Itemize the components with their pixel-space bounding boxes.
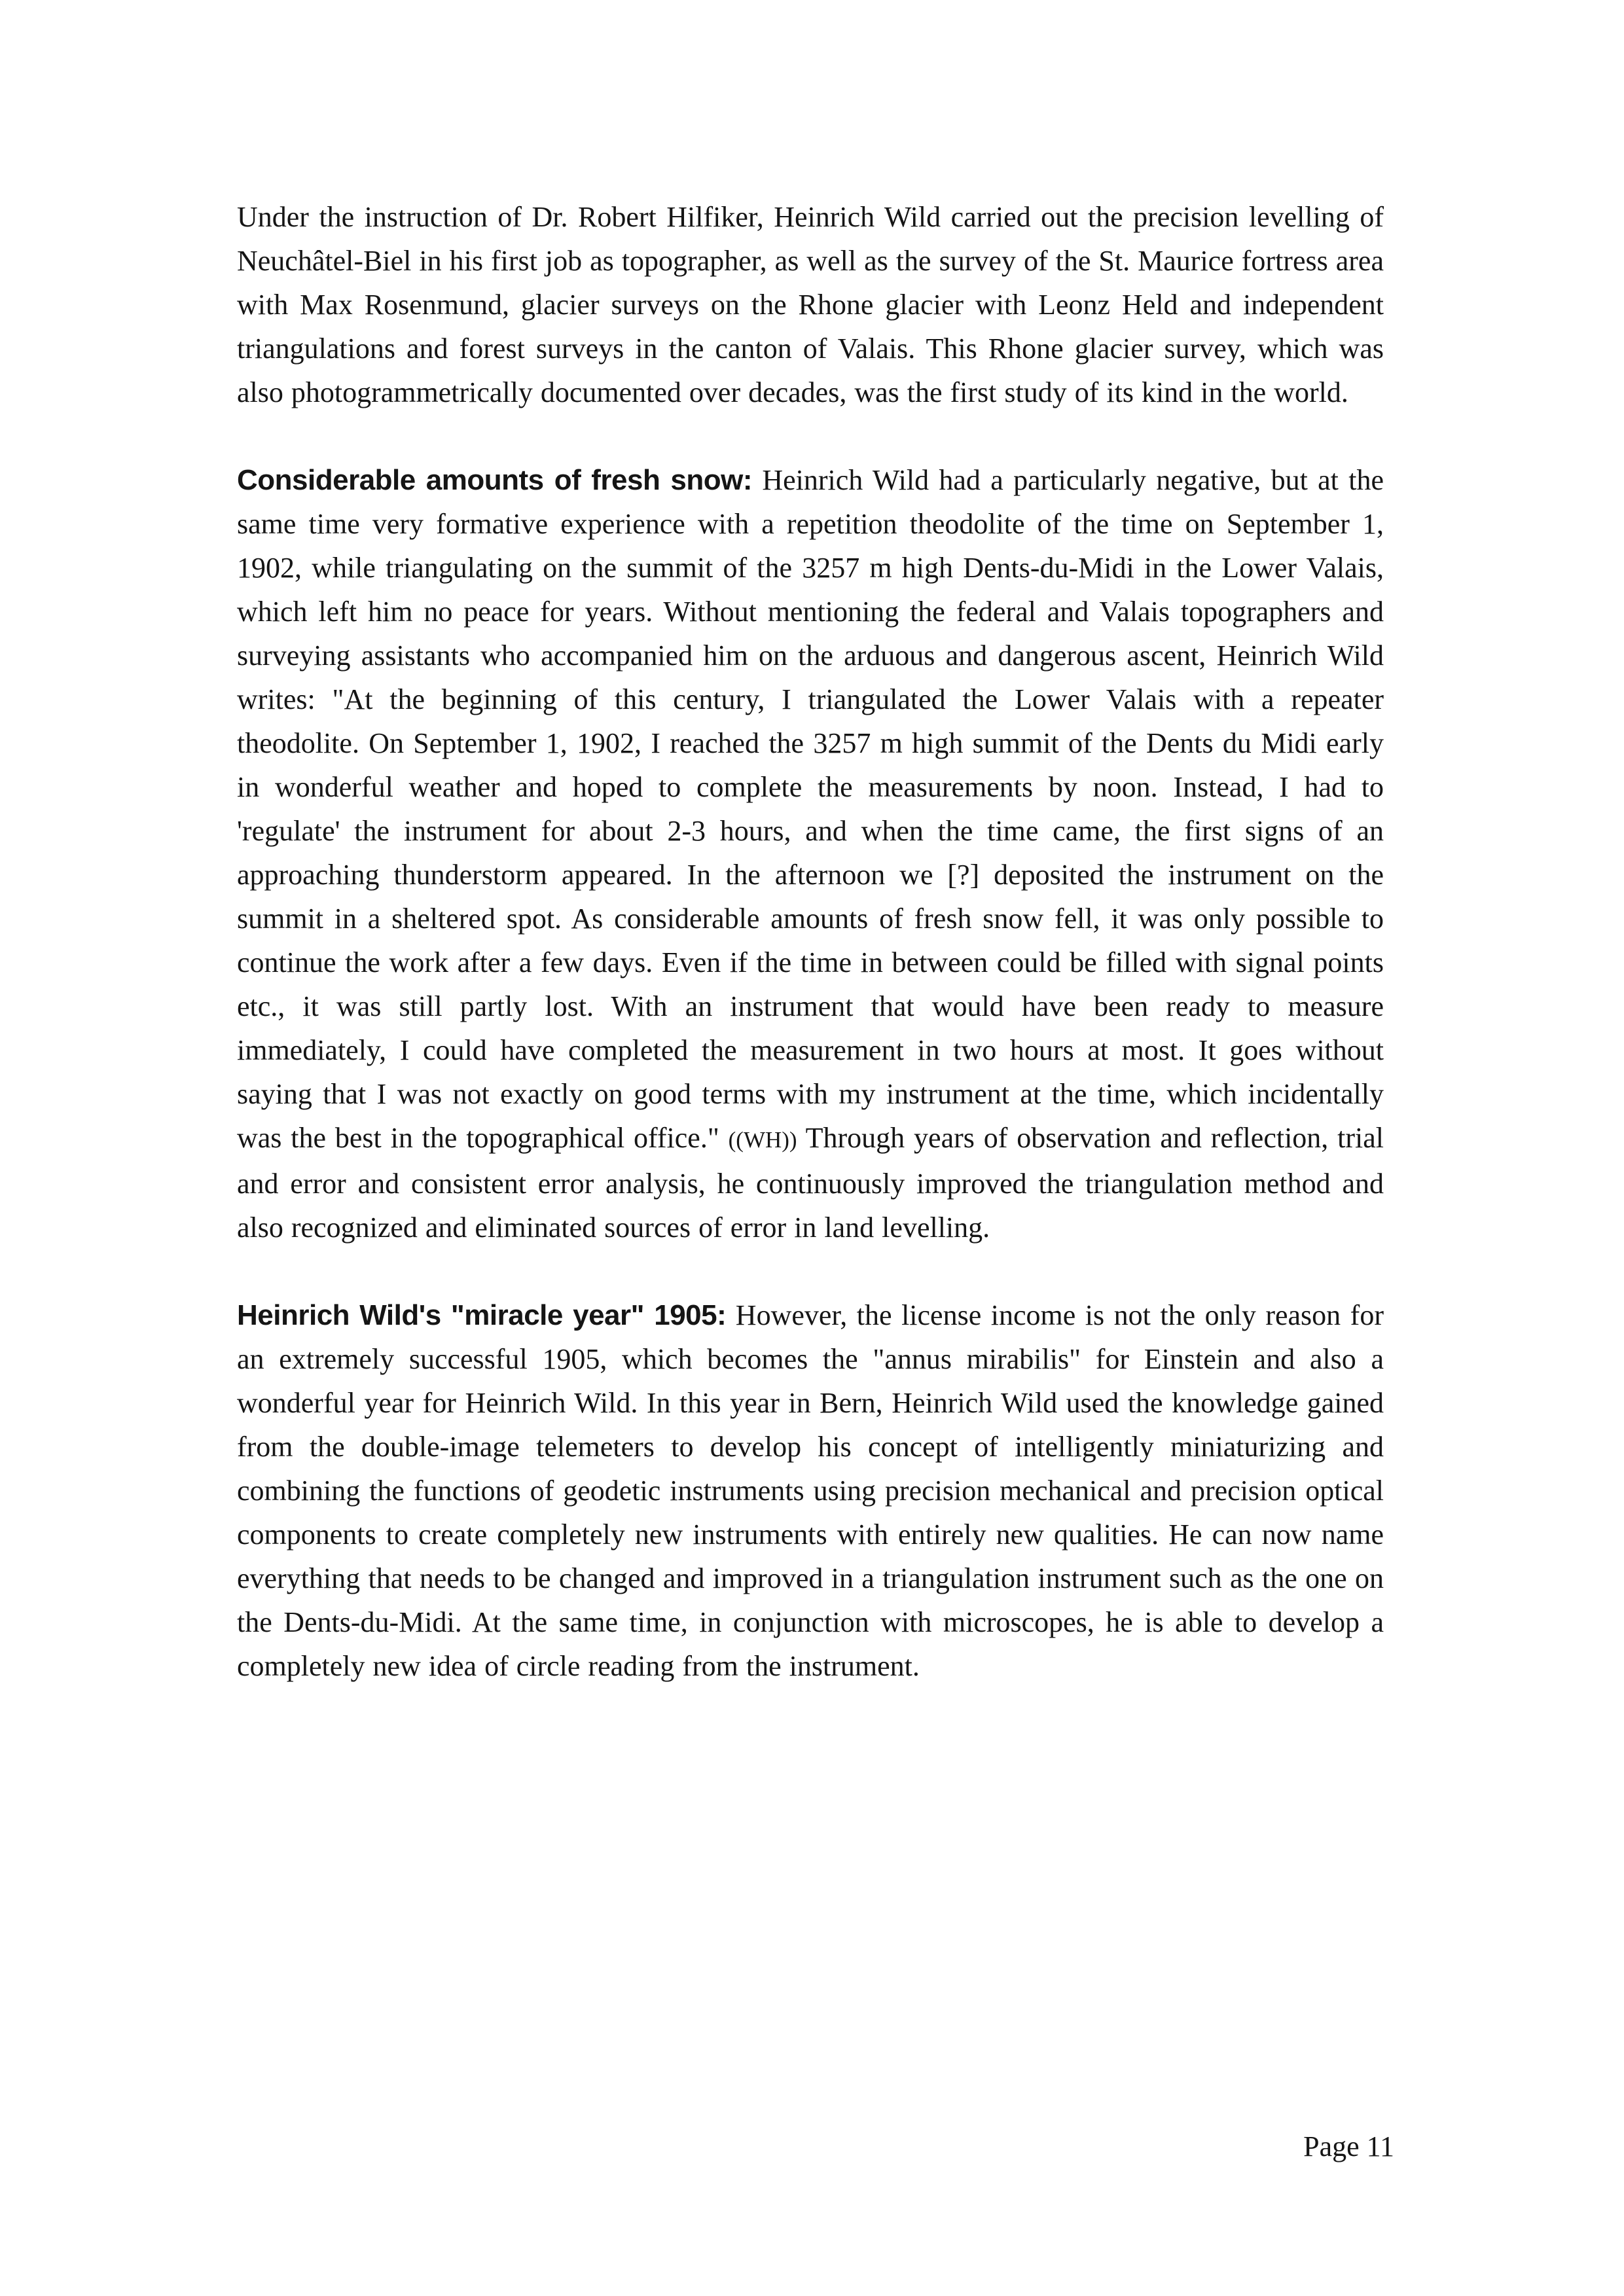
paragraph-lead: Considerable amounts of fresh snow:	[237, 464, 753, 496]
paragraph	[237, 458, 1384, 1249]
paragraph-text: Heinrich Wild had a particularly negative, but at the same time very formative experience with a repetition theodolite of the time on September 1, 1902, while triangulating on the summit of the 3257 m high Dents-du-Midi in the Lower Valais, which left him no peace for years. Without mentioning the federal and Valais topographers and surveying assistants who accompanied him on the arduous and dangerous ascent, Heinrich Wild writes: "At the beginning of this century, I triangulated the Lower Valais with a repeater theodolite. On September 1, 1902, I reached the 3257 m high summit of the Dents du Midi early in wonderful weather and hoped to complete the measurements by noon. Instead, I had to 'regulate' the instrument for about 2-3 hours, and when the time came, the first signs of an approaching thunderstorm appeared. In the afternoon we [?] deposited the instrument on the summit in a sheltered spot. As considerable amounts of fresh snow fell, it was only possible to continue the work after a few days. Even if the time in between could be filled with signal points etc., it was still partly lost. With an instrument that would have been ready to measure immediately, I could have completed the measurement in two hours at most. It goes without saying that I was not exactly on good terms with my instrument at the time, which incidentally was the best in the topographical office."	[237, 464, 1384, 1154]
paragraph-text: However, the license income is not the only reason for an extremely successful 1905, which becomes the "annus mirabilis" for Einstein and also a wonderful year for Heinrich Wild. In this year in Bern, Heinrich Wild used the knowledge gained from the double-image telemeters to develop his concept of intelligently miniaturizing and combining the functions of geodetic instruments using precision mechanical and precision optical components to create completely new instruments with entirely new qualities. He can now name everything that needs to be changed and improved in a triangulation instrument such as the one on the Dents-du-Midi. At the same time, in conjunction with microscopes, he is able to develop a completely new idea of circle reading from the instrument.	[237, 1299, 1384, 1682]
paragraph-text: Through years of observation and reflection, trial and error and consistent error analysis, he continuously improved the triangulation method and also recognized and eliminated sources of error in land levelling.	[237, 1122, 1384, 1244]
page-body	[237, 195, 1384, 1732]
page-footer	[1303, 2131, 1394, 2162]
paragraph	[237, 195, 1384, 414]
page-number: Page 11	[1303, 2130, 1394, 2162]
paragraph-text: Under the instruction of Dr. Robert Hilfiker, Heinrich Wild carried out the precision levelling of Neuchâtel-Biel in his first job as topographer, as well as the survey of the St. Maurice fortress area with Max Rosenmund, glacier surveys on the Rhone glacier with Leonz Held and independent triangulations and forest surveys in the canton of Valais. This Rhone glacier survey, which was also photogrammetrically documented over decades, was the first study of its kind in the world.	[237, 201, 1384, 408]
paragraph-lead: Heinrich Wild's "miracle year" 1905:	[237, 1299, 727, 1331]
paragraph	[237, 1293, 1384, 1688]
wh-source-note: ((WH))	[728, 1127, 797, 1153]
